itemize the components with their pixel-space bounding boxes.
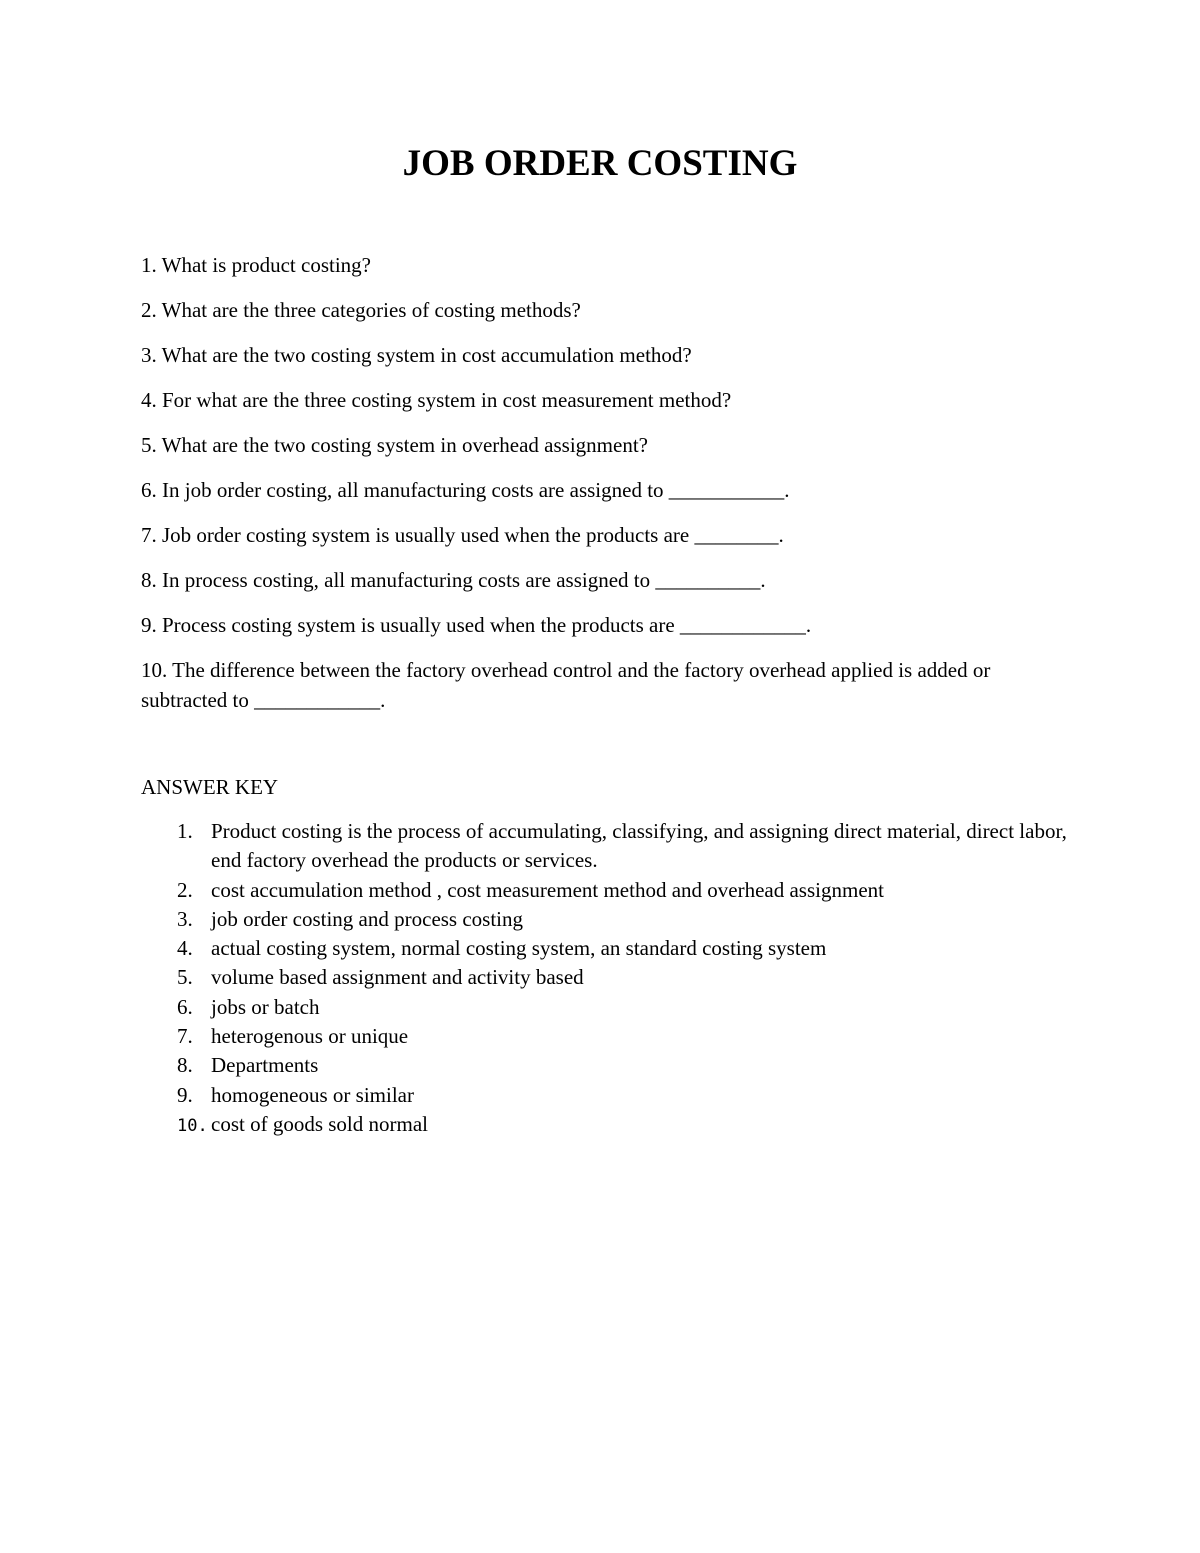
answer-item [141,905,1071,934]
answer-number: 2. [177,877,193,902]
answer-text: jobs or batch [211,994,320,1019]
answer-text: Departments [211,1053,319,1078]
answer-text: volume based assignment and activity based [211,965,584,990]
answer-item [141,934,1071,963]
answer-number: 5. [177,965,193,990]
answer-number: 8. [177,1053,193,1078]
answer-item [141,876,1071,905]
question-item: 7. Job order costing system is usually used when the products are ________. [141,523,784,547]
question-item: 3. What are the two costing system in cost accumulation method? [141,343,692,367]
question-item: 9. Process costing system is usually used when the products are ____________. [141,613,812,637]
answer-number: 7. [177,1024,193,1049]
answer-number: 1. [177,819,193,843]
answer-text: heterogenous or unique [211,1024,409,1049]
answer-number: 9. [177,1082,193,1107]
answer-item [141,817,1071,876]
answer-text: cost of goods sold normal [211,1111,428,1136]
answer-item [141,963,1071,992]
question-item: 6. In job order costing, all manufacturing costs are assigned to ___________. [141,478,790,502]
answer-number: 6. [177,994,193,1019]
answer-number: 3. [177,906,193,931]
answer-key-heading: ANSWER KEY [141,775,279,799]
answer-item [141,1110,1071,1141]
answer-list [141,817,1071,1141]
question-item: 1. What is product costing? [141,253,371,277]
question-item: 8. In process costing, all manufacturing costs are assigned to __________. [141,568,766,592]
answer-text: cost accumulation method , cost measurement method and overhead assignment [211,877,884,902]
answer-number: 4. [177,936,193,961]
page-title: JOB ORDER COSTING [402,143,798,184]
question-item: 5. What are the two costing system in overhead assignment? [141,433,648,457]
answer-text: job order costing and process costing [211,906,524,931]
question-item: 2. What are the three categories of costing methods? [141,298,581,322]
answer-item [141,1081,1071,1110]
question-item: 4. For what are the three costing system in cost measurement method? [141,388,732,412]
answer-item [141,993,1071,1022]
question-item: 10. The difference between the factory overhead control and the factory overhead applied is added or subtracted to ____________. [141,658,991,712]
answer-number: 10. [177,1115,208,1136]
answer-text: Product costing is the process of accumulating, classifying, and assigning direct material, direct labor, end factory overhead the products or services. [211,819,1067,873]
answer-item [141,1051,1071,1080]
answer-text: actual costing system, normal costing system, an standard costing system [211,936,827,961]
answer-text: homogeneous or similar [211,1082,414,1107]
question-list [141,250,1041,730]
answer-item [141,1022,1071,1051]
